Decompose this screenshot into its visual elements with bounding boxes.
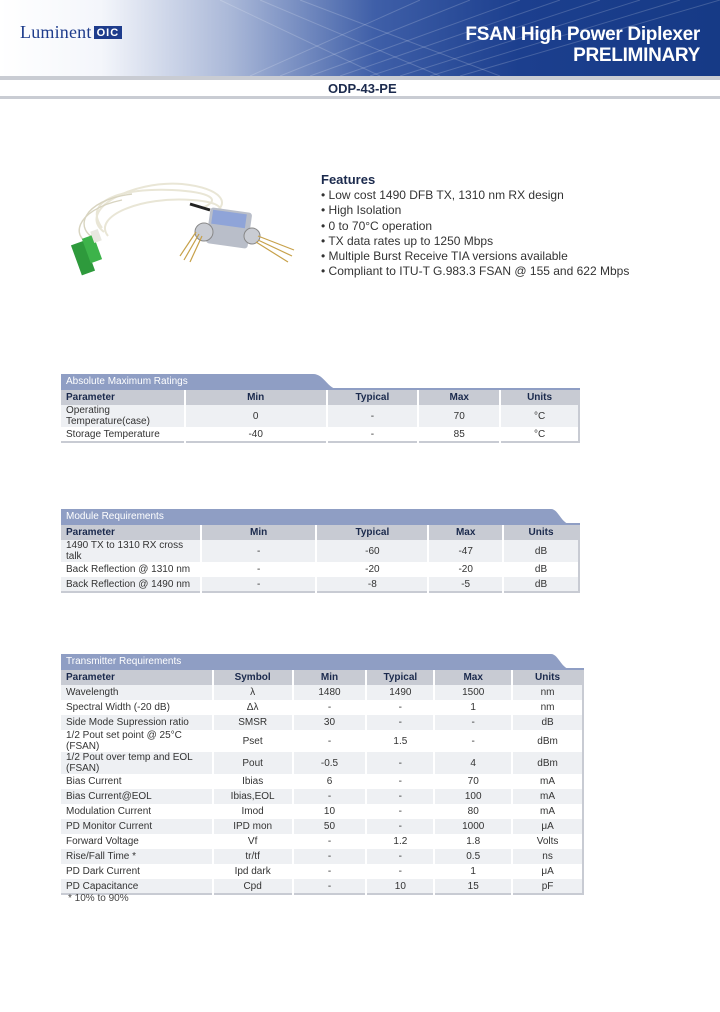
features-section bbox=[321, 172, 629, 280]
table-cell: 0 bbox=[185, 405, 327, 427]
table-row bbox=[61, 700, 583, 715]
table-cell: 15 bbox=[434, 879, 512, 894]
table-cell: -20 bbox=[428, 562, 503, 577]
table-cell: 1500 bbox=[434, 685, 512, 700]
table-row bbox=[61, 730, 583, 752]
table-cell: 1.8 bbox=[434, 834, 512, 849]
table-header-row bbox=[61, 525, 579, 540]
table-cell: - bbox=[366, 819, 434, 834]
column-header: Typical bbox=[316, 525, 428, 540]
table-row bbox=[61, 405, 579, 427]
table-cell: 0.5 bbox=[434, 849, 512, 864]
table-cell: - bbox=[293, 730, 367, 752]
section-title: Module Requirements bbox=[66, 511, 164, 522]
table-cell: - bbox=[366, 804, 434, 819]
table-cell: dB bbox=[503, 562, 579, 577]
table-cell: 1.2 bbox=[366, 834, 434, 849]
table-cell: Pset bbox=[213, 730, 293, 752]
column-header: Typical bbox=[366, 670, 434, 685]
table-cell: - bbox=[366, 715, 434, 730]
table-cell: -47 bbox=[428, 540, 503, 562]
table-cell: 4 bbox=[434, 752, 512, 774]
table-cell: - bbox=[366, 700, 434, 715]
table-cell: λ bbox=[213, 685, 293, 700]
table-cell: - bbox=[293, 700, 367, 715]
table-row bbox=[61, 849, 583, 864]
table-cell: -8 bbox=[316, 577, 428, 592]
table-cell: SMSR bbox=[213, 715, 293, 730]
table-cell: 80 bbox=[434, 804, 512, 819]
feature-item: • High Isolation bbox=[321, 203, 629, 218]
section-title: Absolute Maximum Ratings bbox=[66, 376, 188, 387]
table-row bbox=[61, 752, 583, 774]
company-logo bbox=[20, 22, 122, 43]
table-cell: - bbox=[201, 562, 317, 577]
table-cell: dBm bbox=[512, 730, 583, 752]
column-header: Units bbox=[503, 525, 579, 540]
table-row bbox=[61, 789, 583, 804]
sc-connector bbox=[71, 229, 102, 275]
table-cell: 1490 TX to 1310 RX cross talk bbox=[61, 540, 201, 562]
table-cell: tr/tf bbox=[213, 849, 293, 864]
table-cell: 70 bbox=[418, 405, 500, 427]
table-cell: - bbox=[366, 752, 434, 774]
transmitter-table bbox=[61, 670, 584, 895]
abs-max-table bbox=[61, 390, 580, 443]
table-cell: mA bbox=[512, 774, 583, 789]
table-cell: Rise/Fall Time * bbox=[61, 849, 213, 864]
table-cell: Back Reflection @ 1490 nm bbox=[61, 577, 201, 592]
table-cell: Pout bbox=[213, 752, 293, 774]
table-cell: ns bbox=[512, 849, 583, 864]
table-cell: Forward Voltage bbox=[61, 834, 213, 849]
table-cell: PD Capacitance bbox=[61, 879, 213, 894]
title-line2: PRELIMINARY bbox=[573, 45, 700, 66]
table-cell: - bbox=[434, 715, 512, 730]
table-header-row bbox=[61, 670, 583, 685]
table-cell: dBm bbox=[512, 752, 583, 774]
table-cell: °C bbox=[500, 405, 579, 427]
table-row bbox=[61, 685, 583, 700]
table-cell: - bbox=[366, 864, 434, 879]
column-header: Units bbox=[512, 670, 583, 685]
table-cell: Operating Temperature(case) bbox=[61, 405, 185, 427]
table-cell: pF bbox=[512, 879, 583, 894]
feature-item: • Multiple Burst Receive TIA versions available bbox=[321, 249, 629, 264]
table-cell: Cpd bbox=[213, 879, 293, 894]
table-cell: 1 bbox=[434, 864, 512, 879]
table-cell: nm bbox=[512, 700, 583, 715]
logo-badge: OIC bbox=[94, 26, 123, 39]
table-cell: 1000 bbox=[434, 819, 512, 834]
table-header-row bbox=[61, 390, 579, 405]
part-number: ODP-43-PE bbox=[328, 81, 397, 96]
table-cell: 30 bbox=[293, 715, 367, 730]
section-tab bbox=[61, 509, 580, 525]
column-header: Min bbox=[293, 670, 367, 685]
table-cell: - bbox=[366, 774, 434, 789]
table-cell: Ibias,EOL bbox=[213, 789, 293, 804]
table-cell: Side Mode Supression ratio bbox=[61, 715, 213, 730]
table-cell: 1480 bbox=[293, 685, 367, 700]
table-cell: Spectral Width (-20 dB) bbox=[61, 700, 213, 715]
table-cell: -20 bbox=[316, 562, 428, 577]
table-cell: °C bbox=[500, 427, 579, 442]
table-cell: - bbox=[201, 540, 317, 562]
table-cell: Storage Temperature bbox=[61, 427, 185, 442]
column-header: Typical bbox=[327, 390, 419, 405]
table-cell: - bbox=[434, 730, 512, 752]
table-cell: 10 bbox=[293, 804, 367, 819]
column-header: Symbol bbox=[213, 670, 293, 685]
table-cell: mA bbox=[512, 804, 583, 819]
table-cell: dB bbox=[512, 715, 583, 730]
table-cell: dB bbox=[503, 577, 579, 592]
table-cell: - bbox=[293, 849, 367, 864]
column-header: Parameter bbox=[61, 670, 213, 685]
table-cell: 1 bbox=[434, 700, 512, 715]
table-cell: Wavelength bbox=[61, 685, 213, 700]
table-cell: 1/2 Pout set point @ 25°C (FSAN) bbox=[61, 730, 213, 752]
table-cell: - bbox=[366, 789, 434, 804]
title-line1: FSAN High Power Diplexer bbox=[465, 24, 700, 45]
table-cell: Bias Current bbox=[61, 774, 213, 789]
column-header: Max bbox=[418, 390, 500, 405]
column-header: Max bbox=[428, 525, 503, 540]
table-row bbox=[61, 577, 579, 592]
table-cell: PD Dark Current bbox=[61, 864, 213, 879]
table-cell: Ibias bbox=[213, 774, 293, 789]
features-list bbox=[321, 188, 629, 280]
product-photo bbox=[62, 170, 302, 282]
table-cell: 1/2 Pout over temp and EOL (FSAN) bbox=[61, 752, 213, 774]
table-cell: - bbox=[293, 789, 367, 804]
column-header: Parameter bbox=[61, 525, 201, 540]
table-cell: nm bbox=[512, 685, 583, 700]
table-cell: 10 bbox=[366, 879, 434, 894]
table-cell: -5 bbox=[428, 577, 503, 592]
table-cell: 85 bbox=[418, 427, 500, 442]
table-cell: 50 bbox=[293, 819, 367, 834]
table-cell: dB bbox=[503, 540, 579, 562]
module-table-section bbox=[61, 509, 580, 593]
column-header: Min bbox=[185, 390, 327, 405]
column-header: Min bbox=[201, 525, 317, 540]
table-cell: 100 bbox=[434, 789, 512, 804]
table-cell: Vf bbox=[213, 834, 293, 849]
table-cell: Back Reflection @ 1310 nm bbox=[61, 562, 201, 577]
table-row bbox=[61, 879, 583, 894]
table-cell: - bbox=[327, 405, 419, 427]
table-cell: -40 bbox=[185, 427, 327, 442]
table-cell: - bbox=[366, 849, 434, 864]
table-cell: Ipd dark bbox=[213, 864, 293, 879]
table-cell: - bbox=[293, 834, 367, 849]
section-tab bbox=[61, 654, 584, 670]
table-cell: Volts bbox=[512, 834, 583, 849]
section-title: Transmitter Requirements bbox=[66, 656, 182, 667]
part-number-row bbox=[0, 80, 720, 99]
table-cell: - bbox=[327, 427, 419, 442]
table-row bbox=[61, 715, 583, 730]
module-table bbox=[61, 525, 580, 593]
diplexer-body bbox=[195, 207, 260, 248]
table-cell: mA bbox=[512, 789, 583, 804]
table-cell: μA bbox=[512, 819, 583, 834]
table-cell: μA bbox=[512, 864, 583, 879]
table-row bbox=[61, 804, 583, 819]
table-cell: IPD mon bbox=[213, 819, 293, 834]
table-row bbox=[61, 834, 583, 849]
table-cell: 1.5 bbox=[366, 730, 434, 752]
table-cell: -0.5 bbox=[293, 752, 367, 774]
document-title bbox=[465, 24, 700, 66]
table-row bbox=[61, 540, 579, 562]
table-cell: 70 bbox=[434, 774, 512, 789]
section-tab bbox=[61, 374, 580, 390]
table-cell: Imod bbox=[213, 804, 293, 819]
feature-item: • Low cost 1490 DFB TX, 1310 nm RX design bbox=[321, 188, 629, 203]
table-row bbox=[61, 774, 583, 789]
feature-item: • Compliant to ITU-T G.983.3 FSAN @ 155 and 622 Mbps bbox=[321, 264, 629, 279]
column-header: Parameter bbox=[61, 390, 185, 405]
table-cell: 1490 bbox=[366, 685, 434, 700]
table-cell: PD Monitor Current bbox=[61, 819, 213, 834]
table-cell: 6 bbox=[293, 774, 367, 789]
feature-item: • TX data rates up to 1250 Mbps bbox=[321, 234, 629, 249]
transmitter-table-section bbox=[61, 654, 584, 895]
table-row bbox=[61, 562, 579, 577]
table-cell: Δλ bbox=[213, 700, 293, 715]
footnote: * 10% to 90% bbox=[68, 893, 129, 904]
logo-text: Luminent bbox=[20, 22, 92, 42]
table-row bbox=[61, 864, 583, 879]
feature-item: • 0 to 70°C operation bbox=[321, 219, 629, 234]
table-cell: - bbox=[293, 879, 367, 894]
table-cell: Bias Current@EOL bbox=[61, 789, 213, 804]
table-cell: - bbox=[293, 864, 367, 879]
table-cell: -60 bbox=[316, 540, 428, 562]
column-header: Units bbox=[500, 390, 579, 405]
table-row bbox=[61, 427, 579, 442]
table-cell: Modulation Current bbox=[61, 804, 213, 819]
abs-max-table-section bbox=[61, 374, 580, 443]
header-banner bbox=[0, 0, 720, 76]
column-header: Max bbox=[434, 670, 512, 685]
table-row bbox=[61, 819, 583, 834]
table-cell: - bbox=[201, 577, 317, 592]
features-heading: Features bbox=[321, 172, 376, 187]
